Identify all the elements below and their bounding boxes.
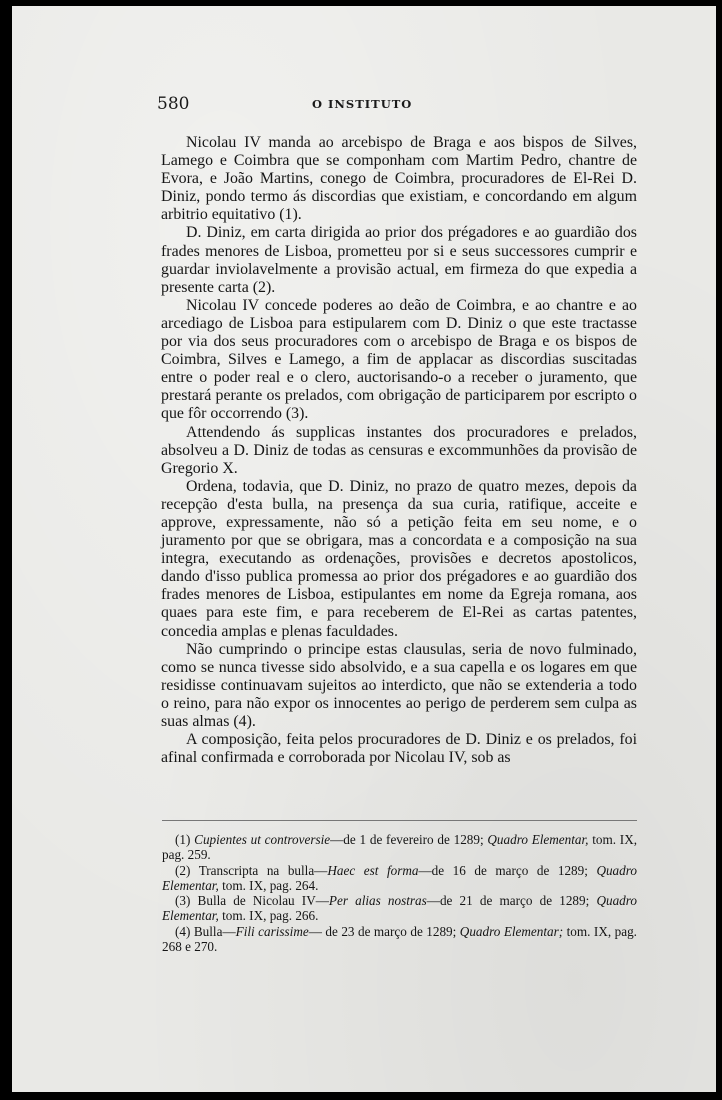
paragraph-1: Nicolau IV manda ao arcebispo de Braga e aos bispos de Silves, Lamego e Coimbra que se componham com Martim Pedro, chantre de Evora, e João Martins, conego de Coimbra, procuradores de El-Rei D. Diniz, pondo termo ás discordias que existiam, e concordando em algum arbitrio equitativo (1). bbox=[161, 134, 637, 224]
footnote-bull-title: Per alias nostras bbox=[328, 893, 427, 909]
running-title: O INSTITUTO bbox=[312, 97, 413, 111]
footnote-date: — de 23 de março de 1289; bbox=[308, 923, 460, 939]
paragraph-6: Não cumprindo o principe estas clausulas, seria de novo fulminado, como se nunca tivesse sido absolvido, e a sua capella e os logares em que residisse continuavam sujeitos ao interdicto, que não se extenderia a todo o reino, para não expor os innocentes ao perigo de perderem sem culpa as suas almas (4). bbox=[161, 640, 637, 730]
paragraph-3: Nicolau IV concede poderes ao deão de Coimbra, e ao chantre e ao arcediago de Lisboa para estipularem com D. Diniz o que este tractasse por via dos seus procuradores com o arcebispo de Braga e os bispos de Coimbra, Silves e Lamego, a fim de applacar as discordias suscitadas entre o poder real e o clero, auctorisando-o a receber o juramento, que prestará perante os prelados, com obrigação de participarem por escripto o que fôr occorrendo (3). bbox=[161, 296, 637, 423]
footnote-reference: tom. IX, pag. 266. bbox=[218, 908, 319, 924]
footnote-source: Quadro Elementar, bbox=[162, 862, 637, 893]
footnote-date: —de 1 de fevereiro de 1289; bbox=[330, 832, 488, 847]
footnote-reference: tom. IX, pag. 268 e 270. bbox=[162, 923, 637, 955]
footnote-1 bbox=[162, 832, 637, 863]
page-number: 580 bbox=[157, 94, 190, 114]
footnote-source: Quadro Elementar; bbox=[459, 923, 564, 939]
footnote-3 bbox=[162, 893, 637, 924]
footnote-2 bbox=[162, 863, 637, 894]
footnote-date: —de 21 de março de 1289; bbox=[426, 893, 597, 909]
footnote-marker: (4) bbox=[175, 923, 191, 939]
paragraph-7: A composição, feita pelos procuradores de D. Diniz e os prelados, foi afinal confirmada e corroborada por Nicolau IV, sob as bbox=[161, 731, 637, 767]
footnote-prefix: Bulla de Nicolau IV— bbox=[190, 893, 329, 909]
footnote-rule bbox=[162, 820, 637, 821]
footnote-marker: (2) bbox=[175, 862, 191, 878]
footnote-marker: (3) bbox=[175, 893, 191, 909]
footnote-bull-title: Cupientes ut controversie bbox=[194, 832, 331, 847]
page-header bbox=[157, 94, 597, 116]
footnotes bbox=[162, 832, 637, 954]
footnote-bull-title: Fili carissime bbox=[235, 923, 309, 939]
paragraph-2: D. Diniz, em carta dirigida ao prior dos prégadores e ao guardião dos frades menores de Lisboa, prometteu por si e seus successores cumprir e guardar inviolavelmente a provisão actual, em firmeza do que expedia a presente carta (2). bbox=[161, 224, 637, 296]
footnote-prefix: Bulla— bbox=[190, 923, 236, 939]
paragraph-5: Ordena, todavia, que D. Diniz, no prazo de quatro mezes, depois da recepção d'esta bulla, na presença da sua curia, ratifique, acceite e approve, expressamente, não só a petição feita em seu nome, e o juramento por que se obrigara, mas a concordata e a composição na sua integra, executando as ordenações, provisões e decretos apostolicos, dando d'isso publica promessa ao prior dos prégadores e ao guardião dos frades menores de Lisboa, estipulantes em nome da Egreja romana, aos quaes para este fim, e para receberem de El-Rei as cartas patentes, concedia amplas e plenas faculdades. bbox=[161, 477, 637, 640]
footnote-date: —de 16 de março de 1289; bbox=[418, 862, 597, 878]
footnote-4 bbox=[162, 924, 637, 955]
footnote-source: Quadro Elementar, bbox=[487, 832, 589, 847]
footnote-reference: tom. IX, pag. 259. bbox=[162, 832, 638, 863]
paragraph-4: Attendendo ás supplicas instantes dos procuradores e prelados, absolveu a D. Diniz de todas as censuras e excommunhões da provisão de Gregorio X. bbox=[161, 423, 637, 477]
book-page bbox=[12, 6, 716, 1092]
footnote-prefix: Transcripta na bulla— bbox=[190, 862, 328, 878]
footnote-bull-title: Haec est forma bbox=[327, 862, 419, 878]
footnote-reference: tom. IX, pag. 264. bbox=[218, 877, 319, 893]
footnote-marker: (1) bbox=[175, 832, 191, 847]
body-text bbox=[161, 134, 637, 767]
footnote-source: Quadro Elementar, bbox=[162, 893, 637, 924]
